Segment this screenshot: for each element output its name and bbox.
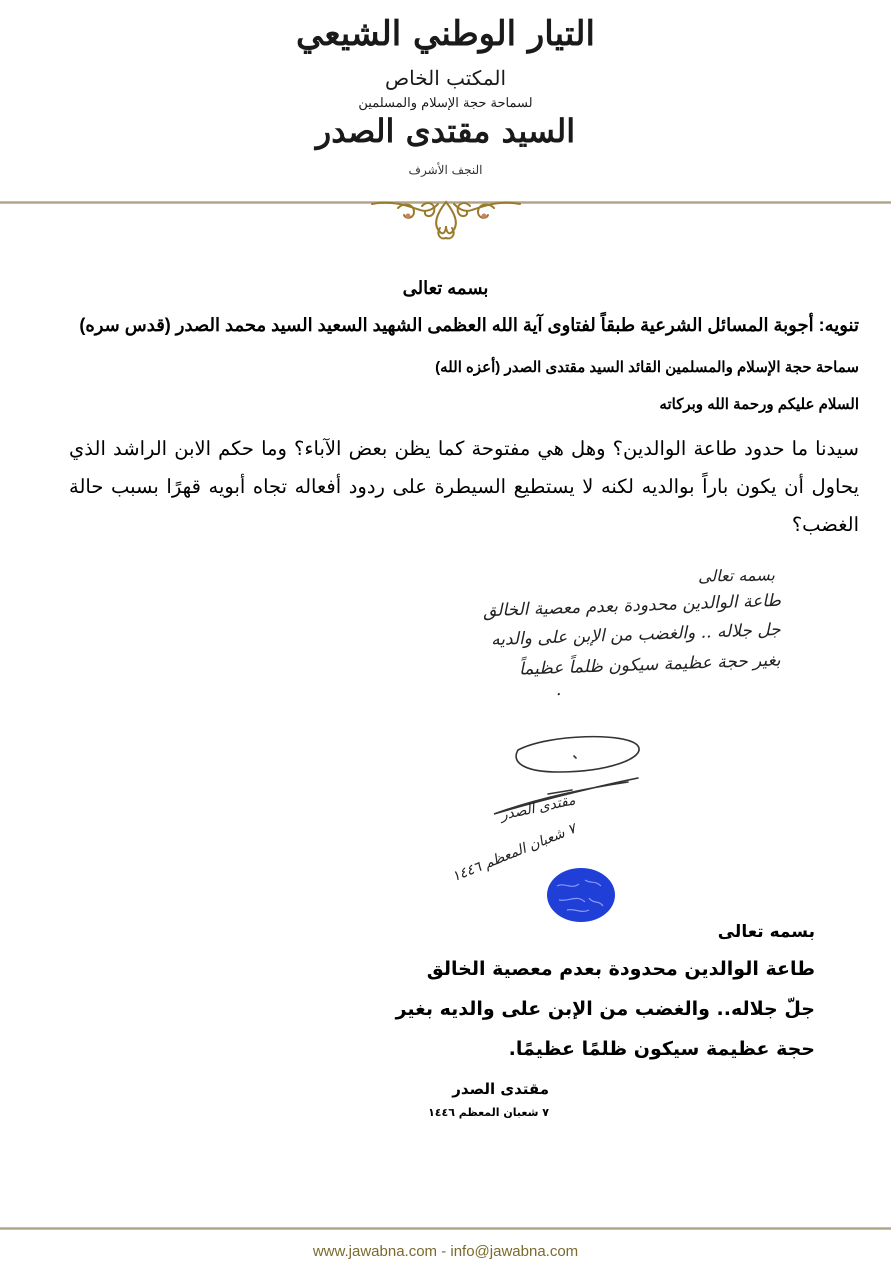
answer-line: حجة عظيمة سيكون ظلمًا عظيمًا.: [508, 1038, 815, 1060]
letterhead-name: السيد مقتدى الصدر: [315, 112, 576, 150]
question-notice: تنويه: أجوبة المسائل الشرعية طبقاً لفتاوى آية الله العظمى الشهيد السعيد السيد محمد الصدر (قدس سره): [79, 315, 859, 335]
handwritten-line: .: [555, 679, 562, 701]
answer-signer: مقتدى الصدر: [452, 1080, 549, 1098]
handwritten-line: جل جلاله .. والغضب من الإبن على والديه: [491, 619, 782, 651]
handwritten-line: طاعة الوالدين محدودة بعدم معصية الخالق: [482, 590, 782, 622]
question-addressee: سماحة حجة الإسلام والمسلمين القائد السيد مقتدى الصدر (أعزه الله): [435, 359, 859, 376]
letterhead-city: النجف الأشرف: [408, 163, 483, 177]
ornament-flourish-icon: [368, 196, 524, 242]
question-body: سيدنا ما حدود طاعة الوالدين؟ وهل هي مفتوحة كما يظن بعض الآباء؟ وما حكم الابن الراشد الذي يحاول أن يكون باراً بوالديه لكنه لا يستطيع السيطرة على ردود أفعاله تجاه أبويه قهرًا بسبب حالة الغضب؟: [69, 438, 859, 536]
office-seal-stamp: [545, 866, 617, 924]
footer-contact: www.jawabna.com - info@jawabna.com: [312, 1243, 579, 1260]
letterhead-eminence: لسماحة حجة الإسلام والمسلمين: [358, 96, 533, 111]
question-greeting: السلام عليكم ورحمة الله وبركاته: [659, 396, 859, 413]
handwritten-line: بغير حجة عظيمة سيكون ظلماً عظيماً: [519, 650, 782, 680]
footer-divider: [0, 1227, 891, 1230]
answer-date: ٧ شعبان المعظم ١٤٤٦: [428, 1106, 549, 1119]
letterhead-organization: التيار الوطني الشيعي: [296, 14, 595, 54]
answer-line: طاعة الوالدين محدودة بعدم معصية الخالق: [426, 958, 815, 980]
letterhead-office: المكتب الخاص: [384, 66, 507, 90]
handwritten-signature-name: مقتدى الصدر: [499, 792, 577, 824]
handwritten-line: بسمه تعالى: [697, 565, 776, 586]
handwritten-signature-date: ٧ شعبان المعظم ١٤٤٦: [449, 820, 579, 886]
answer-line: جلّ جلاله.. والغضب من الإبن على والديه بغير: [395, 998, 815, 1020]
answer-basmala: بسمه تعالى: [717, 922, 815, 942]
question-basmala: بسمه تعالى: [402, 278, 489, 298]
